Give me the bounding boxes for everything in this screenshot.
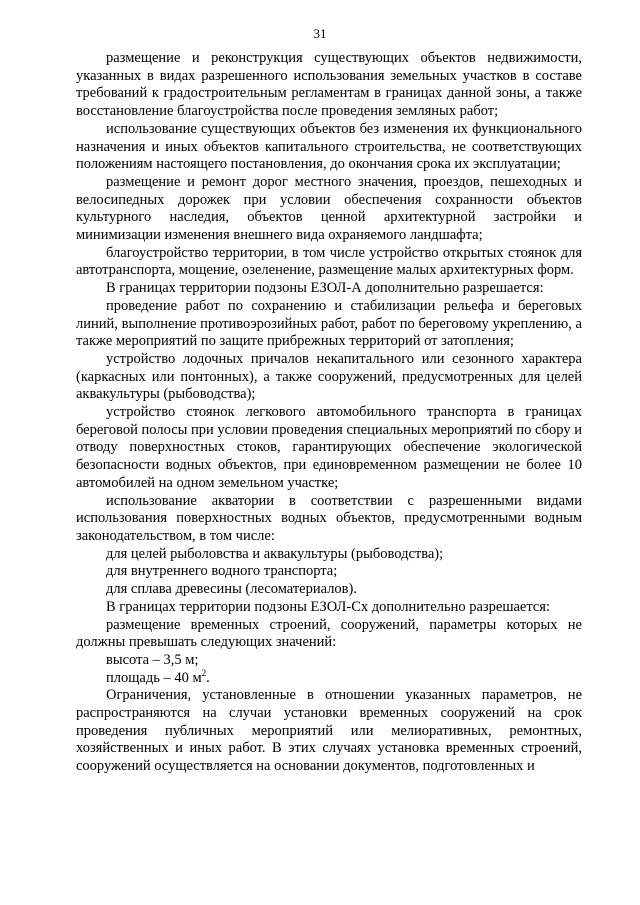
paragraph-water-area-use: использование акватории в соответствии с разрешенными видами использования поверхностных водных объектов, предусмотренными водным законодательством, в том числе: bbox=[76, 492, 582, 544]
paragraph-shore-works: проведение работ по сохранению и стабилизации рельефа и береговых линий, выполнение противоэрозийных работ, работ по береговому укреплению, а также мероприятий по защите прибрежных территорий от затопления; bbox=[76, 297, 582, 350]
paragraph-boat-piers: устройство лодочных причалов некапитального или сезонного характера (каркасных или понтонных), а также сооружений, предусмотренных для целей аквакультуры (рыбоводства); bbox=[76, 350, 582, 403]
paragraph-landscaping: благоустройство территории, в том числе устройство открытых стоянок для автотранспорта, мощение, озеленение, размещение малых архитектурных форм. bbox=[76, 244, 582, 279]
area-limit-text: площадь – 40 м bbox=[106, 669, 202, 686]
paragraph-existing-objects: использование существующих объектов без изменения их функционального назначения и иных объектов капитального строительства, не соответствующих положениям настоящего постановления, до окончания срока их эксплуатации; bbox=[76, 120, 582, 173]
paragraph-fishing: для целей рыболовства и аквакультуры (рыбоводства); bbox=[106, 545, 444, 562]
paragraph-restrictions: Ограничения, установленные в отношении указанных параметров, не распространяются на случаи установки временных сооружений на срок проведения публичных мероприятий или мелиоративных, ремонтных, хозяйственных и иных работ. В этих случаях установка временных строений, сооружений осуществляется на основании документов, подготовленных и bbox=[76, 687, 582, 775]
paragraph-subzone-ezol-a-heading: В границах территории подзоны ЕЗОЛ-А дополнительно разрешается: bbox=[106, 280, 544, 297]
paragraph-area-limit bbox=[76, 667, 582, 688]
paragraph-temporary-structures: размещение временных строений, сооружений, параметры которых не должны превышать следующих значений: bbox=[76, 616, 582, 651]
paragraph-water-transport: для внутреннего водного транспорта; bbox=[106, 563, 338, 580]
area-limit-period: . bbox=[206, 669, 210, 686]
paragraph-height-limit: высота – 3,5 м; bbox=[106, 651, 199, 668]
paragraph-parking: устройство стоянок легкового автомобильного транспорта в границах береговой полосы при условии проведения специальных мероприятий по сбору и отводу поверхностных стоков, гарантирующих обеспечение экологической безопасности водных объектов, при единовременном размещении не более 10 автомобилей на одном земельном участке; bbox=[76, 404, 582, 491]
page-number: 31 bbox=[313, 26, 327, 41]
paragraph-reconstruction: размещение и реконструкция существующих объектов недвижимости, указанных в видах разрешенного использования земельных участков в составе требований к градостроительным регламентам в границах данной зоны, а также восстановление благоустройства после проведения земляных работ; bbox=[76, 50, 582, 120]
paragraph-subzone-ezol-sh-heading: В границах территории подзоны ЕЗОЛ-Сх дополнительно разрешается: bbox=[106, 598, 551, 615]
paragraph-timber-rafting: для сплава древесины (лесоматериалов). bbox=[106, 581, 357, 598]
document-body bbox=[76, 50, 582, 776]
area-limit-superscript: 2 bbox=[201, 667, 207, 678]
paragraph-roads: размещение и ремонт дорог местного значения, проездов, пешеходных и велосипедных дорожек при условии обеспечения сохранности объектов культурного наследия, объектов ценной архитектурной застройки и минимизации изменения внешнего вида охраняемого ландшафта; bbox=[76, 173, 582, 244]
